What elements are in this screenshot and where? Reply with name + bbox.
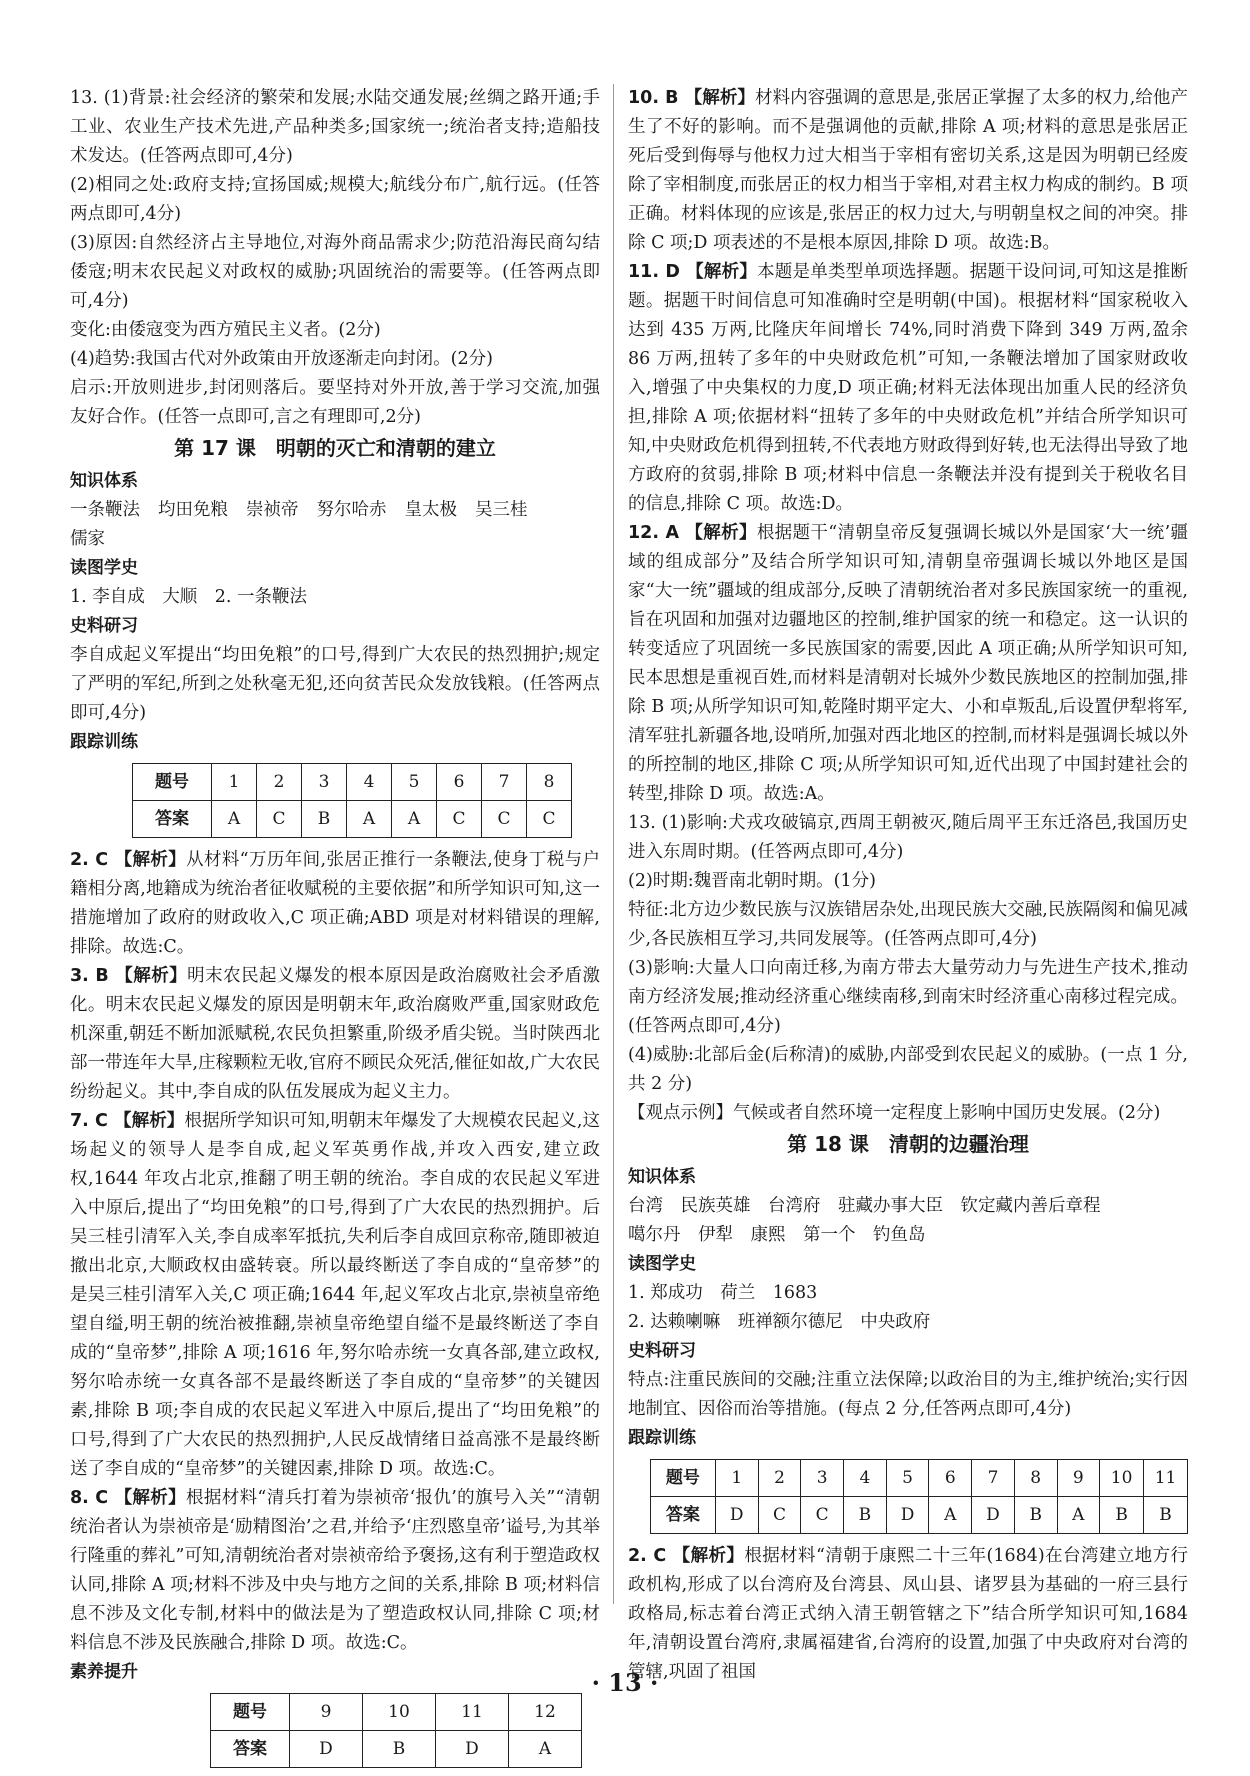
explanation-tag: 11. D 【解析】 xyxy=(628,262,758,282)
cell: 8 xyxy=(527,764,572,801)
read-map-answer-2: 2. 达赖喇嘛 班禅额尔德尼 中央政府 xyxy=(628,1312,931,1332)
cell: C xyxy=(527,801,572,838)
cell: 11 xyxy=(1144,1460,1188,1497)
cell: 1 xyxy=(715,1460,758,1497)
source-study-heading: 史料研习 xyxy=(628,1341,696,1361)
keyword: 崇祯帝 xyxy=(246,500,299,520)
explanation-18-2 xyxy=(628,1542,1188,1687)
table-row xyxy=(211,1694,582,1731)
cell: C xyxy=(801,1497,844,1534)
cell: 1 xyxy=(212,764,257,801)
cell: C xyxy=(257,801,302,838)
cell: 7 xyxy=(482,764,527,801)
column-divider xyxy=(613,84,614,1604)
explanation-tag: 8. C 【解析】 xyxy=(70,1488,186,1508)
read-map-heading: 读图学史 xyxy=(628,1254,696,1274)
cell: C xyxy=(482,801,527,838)
cell: C xyxy=(758,1497,801,1534)
explanation-7 xyxy=(70,1107,600,1484)
source-study-heading: 史料研习 xyxy=(70,616,138,636)
cell: 3 xyxy=(801,1460,844,1497)
source-study-answer: 李自成起义军提出“均田免粮”的口号,得到广大农民的热烈拥护;规定了严明的军纪,所到之处秋毫无犯,还向贫苦民众发放钱粮。(任答两点即可,4分) xyxy=(70,645,600,723)
cell: A xyxy=(1057,1497,1100,1534)
explanation-text: 根据材料“清朝于康熙二十三年(1684)在台湾建立地方行政机构,形成了以台湾府及台湾县、凤山县、诸罗县为基础的一府三县行政格局,标志着台湾正式纳入清王朝管辖之下”结合所学知识可知,1684 年,清朝设置台湾府,隶属福建省,台湾府的设置,加强了中央政府对台湾的管辖,巩固了祖国 xyxy=(628,1546,1188,1682)
cell: A xyxy=(929,1497,972,1534)
answer-13b-part4: (4)威胁:北部后金(后称清)的威胁,内部受到农民起义的威胁。(一点 1 分,共 2 分) xyxy=(628,1045,1188,1094)
header-cell: 题号 xyxy=(651,1460,716,1497)
table-row xyxy=(211,1731,582,1768)
answer-13b-part2: (2)时期:魏晋南北朝时期。(1分) xyxy=(628,871,876,891)
answer-table-18 xyxy=(650,1459,1188,1534)
explanation-text: 材料内容强调的意思是,张居正掌握了太多的权力,给他产生了不好的影响。而不是强调他的贡献,排除 A 项;材料的意思是张居正死后受到侮辱与他权力过大相当于宰相有密切关系,这是因为明朝已经废除了宰相制度,而张居正的权力相当于宰相,对君主权力构成的制约。B 项正确。材料体现的应该是,张居正的权力过大,与明朝皇权之间的冲突。排除 C 项;D 项表述的不是根本原因,排除 D 项。故选:B。 xyxy=(628,88,1188,253)
knowledge-system-heading: 知识体系 xyxy=(628,1167,696,1187)
cell: 10 xyxy=(1100,1460,1144,1497)
explanation-10 xyxy=(628,84,1188,258)
answer-13b-feature: 特征:北方边少数民族与汉族错居杂处,出现民族大交融,民族隔阂和偏见减少,各民族相互学习,共同发展等。(任答两点即可,4分) xyxy=(628,900,1188,949)
header-cell: 答案 xyxy=(133,801,212,838)
explanation-8 xyxy=(70,1484,600,1658)
cell: B xyxy=(1100,1497,1144,1534)
cell: 2 xyxy=(758,1460,801,1497)
tracking-training-heading: 跟踪训练 xyxy=(70,732,138,752)
table-row xyxy=(651,1497,1188,1534)
lesson-17-title: 第 17 课 明朝的灭亡和清朝的建立 xyxy=(174,436,496,460)
answer-table-literacy xyxy=(210,1693,582,1768)
cell: 6 xyxy=(929,1460,972,1497)
table-row xyxy=(133,764,572,801)
source-study-answer: 特点:注重民族间的交融;注重立法保障;以政治目的为主,维护统治;实行因地制宜、因俗而治等措施。(每点 2 分,任答两点即可,4分) xyxy=(628,1370,1188,1419)
explanation-text: 明末农民起义爆发的根本原因是政治腐败社会矛盾激化。明末农民起义爆发的原因是明朝末年,政治腐败严重,国家财政危机深重,朝廷不断加派赋税,农民负担繁重,阶级矛盾尖锐。当时陕西北部一带连年大旱,庄稼颗粒无收,官府不顾民众死活,催征如故,广大农民纷纷起义。其中,李自成的队伍发展成为起义主力。 xyxy=(70,966,600,1102)
cell: B xyxy=(363,1731,436,1768)
header-cell: 题号 xyxy=(211,1694,290,1731)
cell: 9 xyxy=(290,1694,363,1731)
explanation-tag: 2. C 【解析】 xyxy=(70,850,187,870)
cell: B xyxy=(1144,1497,1188,1534)
cell: 6 xyxy=(437,764,482,801)
explanation-tag: 10. B 【解析】 xyxy=(628,88,755,108)
cell: C xyxy=(437,801,482,838)
cell: 12 xyxy=(509,1694,582,1731)
explanation-12 xyxy=(628,519,1188,809)
knowledge-keywords-line2: 噶尔丹 伊犁 康熙 第一个 钓鱼岛 xyxy=(628,1225,926,1245)
cell: 5 xyxy=(886,1460,929,1497)
cell: A xyxy=(347,801,392,838)
header-cell: 答案 xyxy=(211,1731,290,1768)
cell: B xyxy=(844,1497,887,1534)
explanation-tag: 7. C 【解析】 xyxy=(70,1111,185,1131)
explanation-3 xyxy=(70,962,600,1107)
answer-13-change: 变化:由倭寇变为西方殖民主义者。(2分) xyxy=(70,320,381,340)
cell: 8 xyxy=(1014,1460,1057,1497)
cell: D xyxy=(886,1497,929,1534)
header-cell: 答案 xyxy=(651,1497,716,1534)
cell: A xyxy=(212,801,257,838)
read-map-answer-1: 1. 郑成功 荷兰 1683 xyxy=(628,1283,818,1303)
cell: 4 xyxy=(347,764,392,801)
answer-13-insight: 启示:开放则进步,封闭则落后。要坚持对外开放,善于学习交流,加强友好合作。(任答一点即可,言之有理即可,2分) xyxy=(70,378,600,427)
answer-13b-part3: (3)影响:大量人口向南迁移,为南方带去大量劳动力与先进生产技术,推动南方经济发展;推动经济重心继续南移,到南宋时经济重心南移过程完成。(任答两点即可,4分) xyxy=(628,958,1188,1036)
cell: 5 xyxy=(392,764,437,801)
knowledge-keywords xyxy=(70,496,600,554)
answer-13-part3: (3)原因:自然经济占主导地位,对海外商品需求少;防范沿海民商勾结倭寇;明末农民起义对政权的威胁;巩固统治的需要等。(任答两点即可,4分) xyxy=(70,233,600,311)
explanation-text: 从材料“万历年间,张居正推行一条鞭法,使身丁税与户籍相分离,地籍成为统治者征收赋税的主要依据”和所学知识可知,这一措施增加了政府的财政收入,C 项正确;ABD 项是对材料错误的理解,排除。故选:C。 xyxy=(70,850,600,957)
table-row xyxy=(651,1460,1188,1497)
explanation-text: 根据题干“清朝皇帝反复强调长城以外是国家‘大一统’疆域的组成部分”及结合所学知识可知,清朝皇帝强调长城以外地区是国家“大一统”疆域的组成部分,反映了清朝统治者对多民族国家统一的重视,旨在巩固和加强对边疆地区的控制,维护国家的统一和稳定。这一认识的转变适应了巩固统一多民族国家的需要,因此 A 项正确;从所学知识可知,民本思想是重视百姓,而材料是清朝对长城外少数民族地区的控制加强,排除 B 项;从所学知识可知,乾隆时期平定大、小和卓叛乱,后设置伊犁将军,清军驻扎新疆各地,设哨所,加强对西北地区的控制,而材料是强调长城以外的所控制的地区,排除 C 项;从所学知识可知,近代出现了中国封建社会的转型,排除 D 项。故选:A。 xyxy=(628,523,1189,804)
answer-13-part1: 13. (1)背景:社会经济的繁荣和发展;水陆交通发展;丝绸之路开通;手工业、农业生产技术先进,产品种类多;国家统一;统治者支持;造船技术发达。(任答两点即可,4分) xyxy=(70,88,600,166)
answer-13b-viewpoint: 【观点示例】气候或者自然环境一定程度上影响中国历史发展。(2分) xyxy=(628,1103,1161,1123)
cell: D xyxy=(436,1731,509,1768)
page-number: · 13 · xyxy=(591,1668,659,1697)
cell: 2 xyxy=(257,764,302,801)
knowledge-system-heading: 知识体系 xyxy=(70,471,138,491)
cell: A xyxy=(392,801,437,838)
cell: A xyxy=(509,1731,582,1768)
literacy-improvement-heading: 素养提升 xyxy=(70,1662,138,1682)
table-row xyxy=(133,801,572,838)
left-column xyxy=(70,84,600,1776)
keyword: 一条鞭法 xyxy=(70,500,140,520)
cell: 9 xyxy=(1057,1460,1100,1497)
explanation-text: 本题是单类型单项选择题。据题干设问词,可知这是推断题。据题干时间信息可知准确时空是明朝(中国)。根据材料“国家税收入达到 435 万两,比隆庆年间增长 74%,同时消费下降到 349 万两,盈余 86 万两,扭转了多年的中央财政危机”可知,一条鞭法增加了国家财政收入,增强了中央集权的力度,D 项正确;材料无法体现出加重人民的经济负担,排除 A 项;依据材料“扭转了多年的中央财政危机”并结合所学知识可知,中央财政危机得到扭转,不代表地方财政得到好转,也无法得出导致了地方政府的贫弱,排除 B 项;材料中信息一条鞭法并没有提到关于税收名目的信息,排除 C 项。故选:D。 xyxy=(628,262,1188,514)
explanation-text: 根据材料“清兵打着为崇祯帝‘报仇’的旗号入关”“清朝统治者认为崇祯帝是‘励精图治’之君,并给予‘庄烈愍皇帝’谥号,为其举行隆重的葬礼”可知,清朝统治者对崇祯帝给予褒扬,这有利于塑造政权认同,排除 A 项;材料不涉及中央与地方之间的关系,排除 B 项;材料信息不涉及文化专制,材料中的做法是为了塑造政权认同,排除 C 项;材料信息不涉及民族融合,排除 D 项。故选:C。 xyxy=(70,1488,601,1653)
cell: 3 xyxy=(302,764,347,801)
read-map-answers: 1. 李自成 大顺 2. 一条鞭法 xyxy=(70,587,308,607)
answer-13b-part1: 13. (1)影响:犬戎攻破镐京,西周王朝被灭,随后周平王东迁洛邑,我国历史进入东周时期。(任答两点即可,4分) xyxy=(628,813,1188,862)
header-cell: 题号 xyxy=(133,764,212,801)
keyword: 皇太极 xyxy=(404,500,457,520)
explanation-tag: 12. A 【解析】 xyxy=(628,523,757,543)
cell: D xyxy=(972,1497,1015,1534)
explanation-text: 根据所学知识可知,明朝末年爆发了大规模农民起义,这场起义的领导人是李自成,起义军英勇作战,并攻入西安,建立政权,1644 年攻占北京,推翻了明王朝的统治。李自成的农民起义军进入中原后,提出了“均田免粮”的口号,得到了广大农民的热烈拥护。后吴三桂引清军入关,李自成率军抵抗,失利后李自成回京称帝,随即被迫撤出北京,大顺政权由盛转衰。所以最终断送了李自成的“皇帝梦”的是吴三桂引清军入关,C 项正确;1644 年,起义军攻占北京,崇祯皇帝绝望自缢,明王朝的统治被推翻,崇祯皇帝绝望自缢不是最终断送了李自成的“皇帝梦”,排除 A 项;1616 年,努尔哈赤统一女真各部,建立政权,努尔哈赤统一女真各部不是最终断送了李自成的“皇帝梦”的关键因素,排除 B 项;李自成的农民起义军进入中原后,提出了“均田免粮”的口号,得到了广大农民的热烈拥护,人民反战情绪日益高涨不是最终断送了李自成的“皇帝梦”的关键因素,排除 D 项。故选:C。 xyxy=(70,1111,600,1479)
answer-13-part2: (2)相同之处:政府支持;宣扬国威;规模大;航线分布广,航行远。(任答两点即可,4分) xyxy=(70,175,600,224)
answer-13-part4: (4)趋势:我国古代对外政策由开放逐渐走向封闭。(2分) xyxy=(70,349,493,369)
cell: 10 xyxy=(363,1694,436,1731)
knowledge-keywords-line1: 台湾 民族英雄 台湾府 驻藏办事大臣 钦定藏内善后章程 xyxy=(628,1196,1101,1216)
explanation-tag: 2. C 【解析】 xyxy=(628,1546,745,1566)
keyword: 努尔哈赤 xyxy=(316,500,387,520)
keyword: 吴三桂 xyxy=(475,500,528,520)
cell: D xyxy=(290,1731,363,1768)
keyword: 儒家 xyxy=(70,529,105,549)
cell: 7 xyxy=(972,1460,1015,1497)
explanation-11 xyxy=(628,258,1188,519)
tracking-training-heading: 跟踪训练 xyxy=(628,1428,696,1448)
read-map-heading: 读图学史 xyxy=(70,558,138,578)
cell: 4 xyxy=(844,1460,887,1497)
cell: D xyxy=(715,1497,758,1534)
right-column xyxy=(628,84,1188,1687)
answer-table-17 xyxy=(132,763,572,838)
explanation-2 xyxy=(70,846,600,962)
explanation-tag: 3. B 【解析】 xyxy=(70,966,188,986)
cell: B xyxy=(1014,1497,1057,1534)
lesson-18-title: 第 18 课 清朝的边疆治理 xyxy=(787,1132,1029,1156)
keyword: 均田免粮 xyxy=(158,500,228,520)
cell: B xyxy=(302,801,347,838)
cell: 11 xyxy=(436,1694,509,1731)
